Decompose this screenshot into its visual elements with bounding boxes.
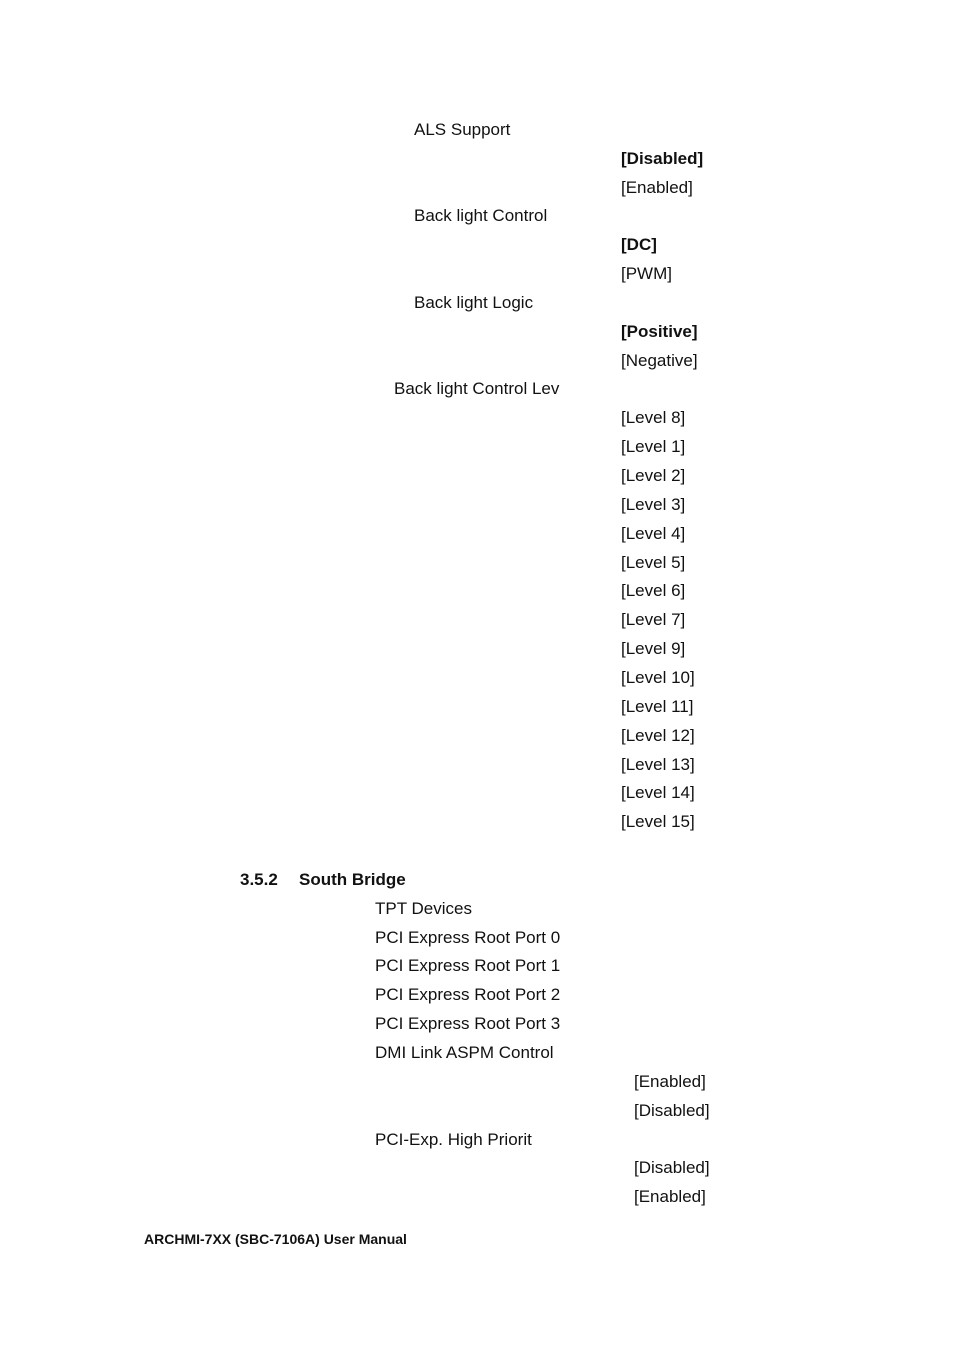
level-option: [Level 11] (621, 697, 694, 716)
als-support-label: ALS Support (414, 120, 511, 139)
level-option: [Level 2] (621, 466, 686, 485)
dmi-option: [Enabled] (634, 1072, 706, 1091)
section-number: 3.5.2 (240, 870, 278, 889)
level-option: [Level 4] (621, 524, 686, 543)
level-option: [Level 1] (621, 437, 686, 456)
pcie-root-port-2-item: PCI Express Root Port 2 (375, 985, 561, 1004)
pcie-high-priority-item: PCI-Exp. High Priorit (375, 1130, 532, 1149)
pcie-root-port-0-item: PCI Express Root Port 0 (375, 928, 561, 947)
backlight-control-label: Back light Control (414, 206, 548, 225)
backlight-control-level-label: Back light Control Lev (394, 379, 560, 398)
level-option: [Level 8] (621, 408, 686, 427)
pcie-root-port-1-item: PCI Express Root Port 1 (375, 956, 561, 975)
level-option: [Level 3] (621, 495, 686, 514)
backlight-logic-option-default: [Positive] (621, 322, 698, 341)
pcie-priority-option: [Disabled] (634, 1158, 710, 1177)
page-footer: ARCHMI-7XX (SBC-7106A) User Manual (144, 1231, 407, 1247)
pcie-priority-option: [Enabled] (634, 1187, 706, 1206)
als-option-default: [Disabled] (621, 149, 704, 168)
dmi-option: [Disabled] (634, 1101, 710, 1120)
level-option: [Level 14] (621, 783, 695, 802)
level-option: [Level 5] (621, 553, 686, 572)
pcie-root-port-3-item: PCI Express Root Port 3 (375, 1014, 561, 1033)
level-option: [Level 7] (621, 610, 686, 629)
level-option: [Level 9] (621, 639, 686, 658)
level-option: [Level 15] (621, 812, 695, 831)
backlight-control-option-default: [DC] (621, 235, 657, 254)
backlight-logic-option: [Negative] (621, 351, 698, 370)
section-title: South Bridge (299, 870, 406, 889)
backlight-logic-label: Back light Logic (414, 293, 534, 312)
als-option: [Enabled] (621, 178, 693, 197)
level-option: [Level 13] (621, 755, 695, 774)
section-heading (240, 869, 406, 891)
level-option: [Level 10] (621, 668, 695, 687)
level-option: [Level 12] (621, 726, 695, 745)
level-option: [Level 6] (621, 581, 686, 600)
tpt-devices-item: TPT Devices (375, 899, 472, 918)
dmi-link-aspm-item: DMI Link ASPM Control (375, 1043, 554, 1062)
backlight-control-option: [PWM] (621, 264, 672, 283)
